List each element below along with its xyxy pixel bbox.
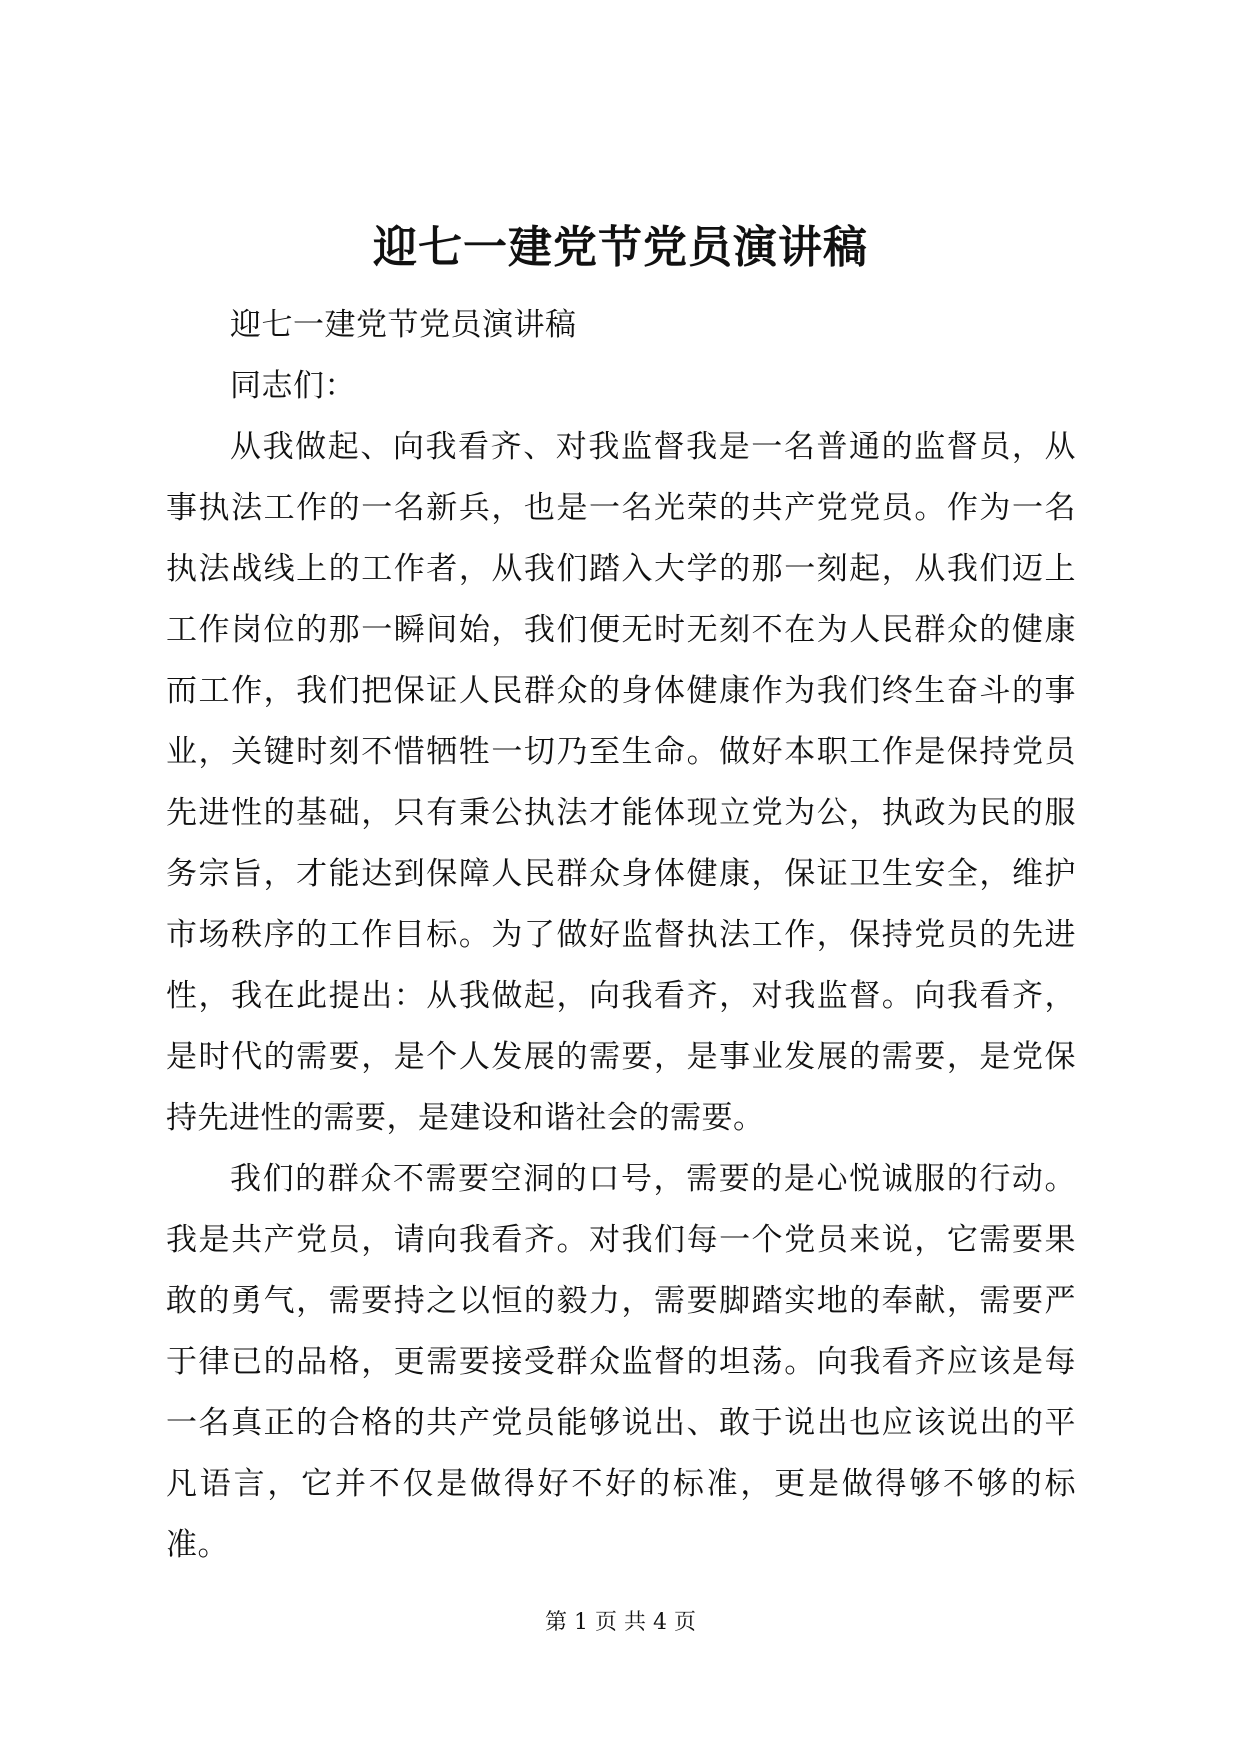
page-footer: 第 1 页 共 4 页 [545,1610,696,1635]
salutation-paragraph: 同志们： [230,368,356,404]
body-paragraph-2: 我们的群众不需要空洞的口号，需要的是心悦诚服的行动。我是共产党员，请向我看齐。对我们每一个党员来说，它需要果敢的勇气，需要持之以恒的毅力，需要脚踏实地的奉献，需要严于律已的品格，更需要接受群众监督的坦荡。向我看齐应该是每一名真正的合格的共产党员能够说出、敢于说出也应该说出的平凡语言，它并不仅是做得好不好的标准，更是做得够不够的标准。 [166,1161,1076,1563]
document-title: 迎七一建党节党员演讲稿 [373,222,868,273]
body-paragraph-1: 从我做起、向我看齐、对我监督我是一名普通的监督员，从事执法工作的一名新兵，也是一名光荣的共产党党员。作为一名执法战线上的工作者，从我们踏入大学的那一刻起，从我们迈上工作岗位的那一瞬间始，我们便无时无刻不在为人民群众的健康而工作，我们把保证人民群众的身体健康作为我们终生奋斗的事业，关键时刻不惜牺牲一切乃至生命。做好本职工作是保持党员先进性的基础，只有秉公执法才能体现立党为公，执政为民的服务宗旨，才能达到保障人民群众身体健康，保证卫生安全，维护市场秩序的工作目标。为了做好监督执法工作，保持党员的先进性，我在此提出：从我做起，向我看齐，对我监督。向我看齐，是时代的需要，是个人发展的需要，是事业发展的需要，是党保持先进性的需要，是建设和谐社会的需要。 [166,429,1076,1136]
speech-subtitle-paragraph: 迎七一建党节党员演讲稿 [230,307,577,343]
document-body [166,295,1076,1576]
